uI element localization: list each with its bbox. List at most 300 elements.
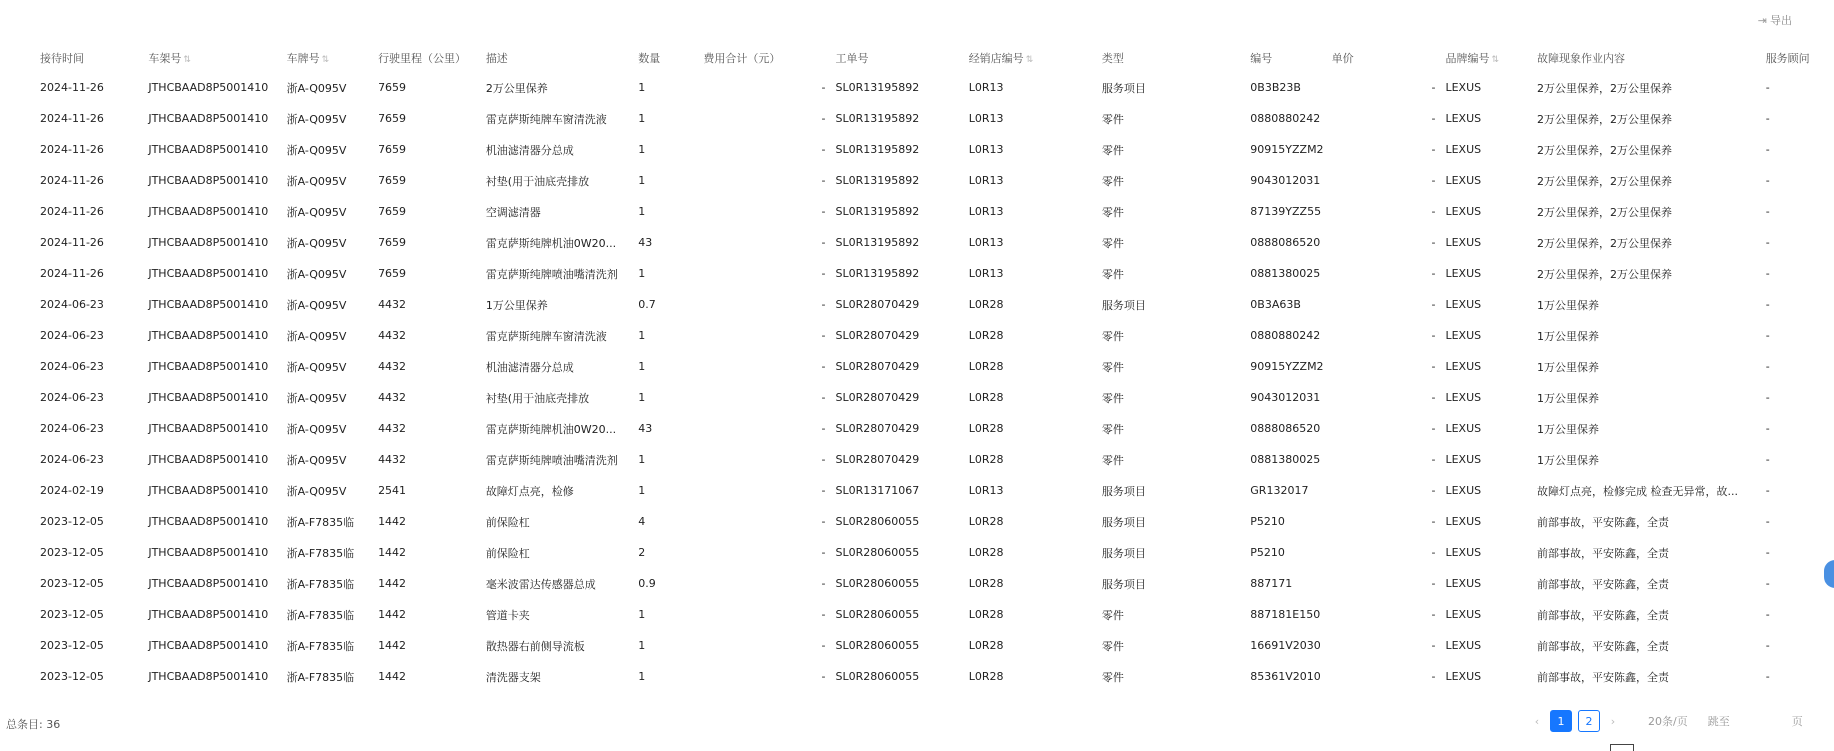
cell-plate: 浙A-Q095V — [286, 298, 347, 312]
cell-dealer: L0R28 — [968, 608, 1004, 621]
page-size-select[interactable]: 20条/页 — [1648, 715, 1688, 728]
cell-vin: JTHCBAAD8P5001410 — [148, 515, 269, 528]
cell-code: 16691V2030 — [1250, 639, 1321, 652]
cell-cost: - — [821, 391, 826, 404]
cell-vin: JTHCBAAD8P5001410 — [148, 267, 269, 280]
cell-desc: 机油滤清器分总成 — [485, 143, 574, 157]
cell-order: SL0R13171067 — [835, 484, 920, 497]
cell-time: 2024-11-26 — [40, 205, 104, 218]
column-header-label: 故障现象作业内容 — [1536, 52, 1625, 65]
cell-vin: JTHCBAAD8P5001410 — [148, 484, 269, 497]
cell-fault: 故障灯点亮，检修完成 检查无异常，故... — [1536, 484, 1738, 498]
cell-order: SL0R28070429 — [835, 422, 920, 435]
table-row[interactable] — [0, 382, 1834, 413]
cell-mileage: 7659 — [378, 112, 407, 125]
cell-code: 0880880242 — [1250, 329, 1321, 342]
cell-vin: JTHCBAAD8P5001410 — [148, 453, 269, 466]
cell-type: 零件 — [1101, 112, 1124, 126]
cell-code: 0B3A63B — [1250, 298, 1301, 311]
cell-order: SL0R28070429 — [835, 391, 920, 404]
column-header-mileage[interactable] — [372, 44, 480, 72]
cell-type: 零件 — [1101, 174, 1124, 188]
cell-brand: LEXUS — [1445, 608, 1482, 621]
cell-cost: - — [821, 329, 826, 342]
cell-plate: 浙A-F7835临 — [286, 577, 355, 591]
cell-mileage: 4432 — [378, 298, 407, 311]
cell-dealer: L0R13 — [968, 112, 1004, 125]
cell-price: - — [1431, 143, 1436, 156]
cell-cost: - — [821, 577, 826, 590]
cell-cost: - — [821, 81, 826, 94]
cell-advisor: - — [1765, 205, 1770, 218]
cell-cost: - — [821, 422, 826, 435]
cell-mileage: 7659 — [378, 267, 407, 280]
cell-qty: 1 — [638, 484, 646, 497]
column-header-label: 描述 — [485, 52, 508, 65]
column-header-label: 接待时间 — [40, 52, 84, 65]
cell-advisor: - — [1765, 484, 1770, 497]
cell-desc: 雷克萨斯纯牌车窗清洗液 — [485, 112, 607, 126]
column-header-label: 编号 — [1250, 52, 1273, 65]
cell-fault: 1万公里保养 — [1536, 422, 1599, 436]
cell-advisor: - — [1765, 422, 1770, 435]
cell-brand: LEXUS — [1445, 205, 1482, 218]
cell-fault: 2万公里保养，2万公里保养 — [1536, 81, 1672, 95]
table-row[interactable] — [0, 196, 1834, 227]
table-row[interactable] — [0, 289, 1834, 320]
cell-time: 2024-02-19 — [40, 484, 104, 497]
column-header-type[interactable] — [1096, 44, 1244, 72]
table-row[interactable] — [0, 661, 1834, 692]
cell-plate: 浙A-F7835临 — [286, 515, 355, 529]
cell-cost: - — [821, 267, 826, 280]
cell-price: - — [1431, 577, 1436, 590]
column-header-brand[interactable] — [1439, 44, 1530, 72]
cell-desc: 管道卡夹 — [485, 608, 530, 622]
cell-desc: 故障灯点亮，检修 — [485, 484, 574, 498]
cell-time: 2024-06-23 — [40, 298, 104, 311]
cell-type: 零件 — [1101, 453, 1124, 467]
cell-mileage: 4432 — [378, 329, 407, 342]
cell-desc: 雷克萨斯纯牌喷油嘴清洗剂 — [485, 267, 618, 281]
cell-dealer: L0R28 — [968, 329, 1004, 342]
cell-price: - — [1431, 608, 1436, 621]
cell-advisor: - — [1765, 360, 1770, 373]
cell-type: 服务项目 — [1101, 81, 1146, 95]
column-header-label: 类型 — [1101, 52, 1124, 65]
cell-advisor: - — [1765, 670, 1770, 683]
cell-fault: 前部事故，平安陈鑫，全责 — [1536, 639, 1669, 653]
table-row[interactable] — [0, 351, 1834, 382]
cell-brand: LEXUS — [1445, 484, 1482, 497]
cell-advisor: - — [1765, 546, 1770, 559]
cell-desc: 雷克萨斯纯牌机油0W20... — [485, 422, 617, 436]
cell-advisor: - — [1765, 81, 1770, 94]
column-header-fault[interactable] — [1531, 44, 1760, 72]
table-row[interactable] — [0, 227, 1834, 258]
cell-brand: LEXUS — [1445, 360, 1482, 373]
cell-brand: LEXUS — [1445, 577, 1482, 590]
cell-code: GR132017 — [1250, 484, 1309, 497]
cell-fault: 2万公里保养，2万公里保养 — [1536, 267, 1672, 281]
cell-code: 9043012031 — [1250, 174, 1321, 187]
cell-brand: LEXUS — [1445, 267, 1482, 280]
cell-code: 0888086520 — [1250, 236, 1321, 249]
cell-plate: 浙A-Q095V — [286, 484, 347, 498]
page-button-2[interactable]: 2 — [1578, 710, 1600, 732]
cell-type: 零件 — [1101, 205, 1124, 219]
cell-fault: 前部事故，平安陈鑫，全责 — [1536, 608, 1669, 622]
cell-mileage: 7659 — [378, 205, 407, 218]
cell-brand: LEXUS — [1445, 670, 1482, 683]
cell-dealer: L0R13 — [968, 174, 1004, 187]
cell-type: 零件 — [1101, 360, 1124, 374]
export-button[interactable] — [1758, 12, 1792, 28]
pagination — [1530, 710, 1803, 732]
cell-fault: 1万公里保养 — [1536, 360, 1599, 374]
cell-advisor: - — [1765, 174, 1770, 187]
cell-order: SL0R28060055 — [835, 515, 920, 528]
cell-time: 2024-11-26 — [40, 112, 104, 125]
cell-time: 2024-11-26 — [40, 174, 104, 187]
cell-order: SL0R28070429 — [835, 298, 920, 311]
column-header-plate[interactable] — [281, 44, 372, 72]
cell-type: 零件 — [1101, 329, 1124, 343]
cell-brand: LEXUS — [1445, 298, 1482, 311]
cell-dealer: L0R13 — [968, 236, 1004, 249]
cell-time: 2024-06-23 — [40, 329, 104, 342]
cell-qty: 43 — [638, 422, 653, 435]
cell-plate: 浙A-Q095V — [286, 360, 347, 374]
cell-price: - — [1431, 453, 1436, 466]
cell-order: SL0R28060055 — [835, 670, 920, 683]
column-header-label: 费用合计（元） — [703, 52, 781, 65]
cell-qty: 43 — [638, 236, 653, 249]
cell-plate: 浙A-Q095V — [286, 205, 347, 219]
cell-time: 2024-06-23 — [40, 453, 104, 466]
cell-vin: JTHCBAAD8P5001410 — [148, 639, 269, 652]
cell-type: 零件 — [1101, 236, 1124, 250]
cell-code: 9043012031 — [1250, 391, 1321, 404]
sort-icon[interactable]: ⇅ — [1025, 55, 1034, 65]
cell-brand: LEXUS — [1445, 174, 1482, 187]
cell-dealer: L0R28 — [968, 577, 1004, 590]
cell-mileage: 4432 — [378, 391, 407, 404]
cell-vin: JTHCBAAD8P5001410 — [148, 236, 269, 249]
table-row[interactable] — [0, 320, 1834, 351]
cell-advisor: - — [1765, 236, 1770, 249]
cell-time: 2024-11-26 — [40, 143, 104, 156]
table-row[interactable] — [0, 444, 1834, 475]
cell-vin: JTHCBAAD8P5001410 — [148, 391, 269, 404]
cell-qty: 1 — [638, 205, 646, 218]
cell-dealer: L0R13 — [968, 143, 1004, 156]
jump-suffix: 页 — [1791, 715, 1803, 728]
cell-cost: - — [821, 639, 826, 652]
cell-qty: 1 — [638, 670, 646, 683]
cell-plate: 浙A-Q095V — [286, 329, 347, 343]
table-row[interactable] — [0, 537, 1834, 568]
cell-vin: JTHCBAAD8P5001410 — [148, 298, 269, 311]
cell-advisor: - — [1765, 329, 1770, 342]
cell-qty: 0.9 — [638, 577, 656, 590]
records-table — [0, 44, 1834, 692]
column-header-label: 行驶里程（公里） — [378, 52, 467, 65]
table-row[interactable] — [0, 134, 1834, 165]
table-row[interactable] — [0, 599, 1834, 630]
cell-fault: 前部事故，平安陈鑫，全责 — [1536, 546, 1669, 560]
chevron-left-icon[interactable]: ‹ — [1534, 714, 1540, 728]
cell-cost: - — [821, 484, 826, 497]
column-header-dealer[interactable] — [963, 44, 1096, 72]
cell-type: 零件 — [1101, 608, 1124, 622]
cell-fault: 1万公里保养 — [1536, 298, 1599, 312]
cell-desc: 雷克萨斯纯牌喷油嘴清洗剂 — [485, 453, 618, 467]
cell-time: 2023-12-05 — [40, 639, 104, 652]
cell-vin: JTHCBAAD8P5001410 — [148, 143, 269, 156]
table-row[interactable] — [0, 72, 1834, 103]
cell-mileage: 1442 — [378, 546, 407, 559]
cell-vin: JTHCBAAD8P5001410 — [148, 329, 269, 342]
cell-code: 90915YZZM2 — [1250, 143, 1324, 156]
table-row[interactable] — [0, 506, 1834, 537]
cell-cost: - — [821, 670, 826, 683]
cell-order: SL0R28070429 — [835, 329, 920, 342]
chevron-right-icon[interactable]: › — [1610, 714, 1616, 728]
column-header-qty[interactable] — [632, 44, 697, 72]
cell-cost: - — [821, 236, 826, 249]
cell-qty: 1 — [638, 329, 646, 342]
column-header-desc[interactable] — [480, 44, 632, 72]
cell-plate: 浙A-F7835临 — [286, 670, 355, 684]
cell-order: SL0R28060055 — [835, 546, 920, 559]
cell-price: - — [1431, 205, 1436, 218]
cell-code: P5210 — [1250, 546, 1285, 559]
table-row[interactable] — [0, 568, 1834, 599]
cell-price: - — [1431, 639, 1436, 652]
cell-mileage: 7659 — [378, 174, 407, 187]
cell-vin: JTHCBAAD8P5001410 — [148, 422, 269, 435]
cell-dealer: L0R28 — [968, 422, 1004, 435]
column-header-label: 工单号 — [835, 52, 869, 65]
cell-price: - — [1431, 174, 1436, 187]
cell-price: - — [1431, 329, 1436, 342]
cell-advisor: - — [1765, 391, 1770, 404]
floating-help-button[interactable] — [1824, 560, 1834, 588]
cell-vin: JTHCBAAD8P5001410 — [148, 360, 269, 373]
page-button-1[interactable]: 1 — [1550, 710, 1572, 732]
column-header-label: 车架号 — [148, 52, 182, 65]
cell-time: 2023-12-05 — [40, 608, 104, 621]
table-row[interactable] — [0, 630, 1834, 661]
cell-mileage: 2541 — [378, 484, 407, 497]
column-header-cost[interactable] — [697, 44, 829, 72]
cell-dealer: L0R28 — [968, 670, 1004, 683]
cell-dealer: L0R28 — [968, 298, 1004, 311]
table-row[interactable] — [0, 258, 1834, 289]
cell-code: 887171 — [1250, 577, 1293, 590]
cell-advisor: - — [1765, 515, 1770, 528]
bottom-widget[interactable] — [1610, 744, 1634, 751]
cell-advisor: - — [1765, 453, 1770, 466]
cell-code: P5210 — [1250, 515, 1285, 528]
cell-cost: - — [821, 174, 826, 187]
cell-price: - — [1431, 112, 1436, 125]
table-row[interactable] — [0, 413, 1834, 444]
cell-qty: 1 — [638, 174, 646, 187]
cell-plate: 浙A-Q095V — [286, 267, 347, 281]
cell-fault: 前部事故，平安陈鑫，全责 — [1536, 670, 1669, 684]
sort-icon[interactable]: ⇅ — [183, 55, 191, 65]
cell-desc: 毫米波雷达传感器总成 — [485, 577, 596, 591]
cell-plate: 浙A-Q095V — [286, 143, 347, 157]
cell-time: 2024-11-26 — [40, 236, 104, 249]
jump-label: 跳至 — [1707, 715, 1730, 728]
cell-brand: LEXUS — [1445, 639, 1482, 652]
column-header-label: 经销店编号 — [968, 52, 1024, 65]
cell-code: 90915YZZM2 — [1250, 360, 1324, 373]
cell-dealer: L0R13 — [968, 205, 1004, 218]
cell-plate: 浙A-Q095V — [286, 112, 347, 126]
cell-type: 服务项目 — [1101, 546, 1146, 560]
cell-order: SL0R13195892 — [835, 112, 920, 125]
cell-plate: 浙A-Q095V — [286, 174, 347, 188]
cell-dealer: L0R28 — [968, 515, 1004, 528]
cell-qty: 1 — [638, 143, 646, 156]
cell-qty: 4 — [638, 515, 646, 528]
cell-desc: 衬垫(用于油底壳排放 — [485, 391, 590, 405]
cell-qty: 1 — [638, 639, 646, 652]
cell-mileage: 4432 — [378, 422, 407, 435]
cell-order: SL0R13195892 — [835, 174, 920, 187]
cell-qty: 2 — [638, 546, 646, 559]
cell-mileage: 1442 — [378, 577, 407, 590]
export-label: 导出 — [1770, 14, 1792, 27]
cell-mileage: 4432 — [378, 453, 407, 466]
cell-fault: 2万公里保养，2万公里保养 — [1536, 174, 1672, 188]
cell-vin: JTHCBAAD8P5001410 — [148, 577, 269, 590]
cell-plate: 浙A-F7835临 — [286, 639, 355, 653]
cell-mileage: 7659 — [378, 81, 407, 94]
cell-dealer: L0R28 — [968, 391, 1004, 404]
column-header-price[interactable] — [1326, 44, 1440, 72]
column-header-order[interactable] — [830, 44, 963, 72]
column-header-label: 服务顾问 — [1765, 52, 1810, 65]
cell-qty: 1 — [638, 81, 646, 94]
cell-advisor: - — [1765, 608, 1770, 621]
table-header — [0, 44, 1834, 72]
cell-dealer: L0R13 — [968, 267, 1004, 280]
cell-fault: 前部事故，平安陈鑫，全责 — [1536, 515, 1669, 529]
cell-order: SL0R13195892 — [835, 143, 920, 156]
cell-plate: 浙A-Q095V — [286, 453, 347, 467]
column-header-label: 品牌编号 — [1445, 52, 1490, 65]
table-header-row — [0, 44, 1834, 72]
cell-code: 85361V2010 — [1250, 670, 1321, 683]
cell-vin: JTHCBAAD8P5001410 — [148, 174, 269, 187]
cell-qty: 1 — [638, 112, 646, 125]
column-header-code[interactable] — [1244, 44, 1325, 72]
table-body — [0, 72, 1834, 692]
cell-order: SL0R28060055 — [835, 577, 920, 590]
cell-type: 服务项目 — [1101, 577, 1146, 591]
cell-advisor: - — [1765, 143, 1770, 156]
cell-dealer: L0R13 — [968, 484, 1004, 497]
cell-brand: LEXUS — [1445, 515, 1482, 528]
cell-code: 0881380025 — [1250, 453, 1321, 466]
cell-desc: 雷克萨斯纯牌机油0W20... — [485, 236, 617, 250]
cell-time: 2023-12-05 — [40, 515, 104, 528]
cell-price: - — [1431, 298, 1436, 311]
cell-cost: - — [821, 360, 826, 373]
cell-type: 服务项目 — [1101, 298, 1146, 312]
cell-desc: 衬垫(用于油底壳排放 — [485, 174, 590, 188]
cell-type: 服务项目 — [1101, 484, 1146, 498]
table-row[interactable] — [0, 165, 1834, 196]
column-header-time[interactable] — [0, 44, 142, 72]
cell-code: 0881380025 — [1250, 267, 1321, 280]
jump-page-input[interactable] — [1736, 710, 1786, 732]
cell-code: 887181E150 — [1250, 608, 1321, 621]
cell-plate: 浙A-Q095V — [286, 236, 347, 250]
cell-order: SL0R28060055 — [835, 639, 920, 652]
cell-fault: 1万公里保养 — [1536, 329, 1599, 343]
cell-brand: LEXUS — [1445, 546, 1482, 559]
cell-brand: LEXUS — [1445, 453, 1482, 466]
table-row[interactable] — [0, 475, 1834, 506]
cell-mileage: 4432 — [378, 360, 407, 373]
column-header-vin[interactable] — [142, 44, 280, 72]
cell-price: - — [1431, 391, 1436, 404]
cell-fault: 2万公里保养，2万公里保养 — [1536, 205, 1672, 219]
cell-fault: 2万公里保养，2万公里保养 — [1536, 236, 1672, 250]
cell-price: - — [1431, 81, 1436, 94]
cell-qty: 1 — [638, 360, 646, 373]
cell-price: - — [1431, 484, 1436, 497]
cell-vin: JTHCBAAD8P5001410 — [148, 670, 269, 683]
cell-order: SL0R28060055 — [835, 608, 920, 621]
column-header-label: 单价 — [1331, 52, 1354, 65]
cell-qty: 0.7 — [638, 298, 656, 311]
cell-brand: LEXUS — [1445, 81, 1482, 94]
cell-cost: - — [821, 608, 826, 621]
sort-icon[interactable]: ⇅ — [1491, 55, 1500, 65]
cell-cost: - — [821, 298, 826, 311]
cell-dealer: L0R28 — [968, 639, 1004, 652]
sort-icon[interactable]: ⇅ — [321, 55, 330, 65]
cell-brand: LEXUS — [1445, 112, 1482, 125]
cell-vin: JTHCBAAD8P5001410 — [148, 608, 269, 621]
cell-type: 零件 — [1101, 670, 1124, 684]
cell-order: SL0R13195892 — [835, 236, 920, 249]
cell-price: - — [1431, 360, 1436, 373]
cell-type: 零件 — [1101, 143, 1124, 157]
cell-time: 2024-11-26 — [40, 267, 104, 280]
cell-price: - — [1431, 515, 1436, 528]
cell-time: 2024-06-23 — [40, 422, 104, 435]
column-header-advisor[interactable] — [1760, 44, 1834, 72]
cell-vin: JTHCBAAD8P5001410 — [148, 546, 269, 559]
cell-type: 零件 — [1101, 267, 1124, 281]
cell-mileage: 7659 — [378, 236, 407, 249]
records-table-container — [0, 44, 1834, 692]
cell-advisor: - — [1765, 639, 1770, 652]
cell-fault: 2万公里保养，2万公里保养 — [1536, 112, 1672, 126]
table-row[interactable] — [0, 103, 1834, 134]
total-count: 总条目: 36 — [6, 718, 61, 731]
cell-qty: 1 — [638, 391, 646, 404]
cell-qty: 1 — [638, 267, 646, 280]
